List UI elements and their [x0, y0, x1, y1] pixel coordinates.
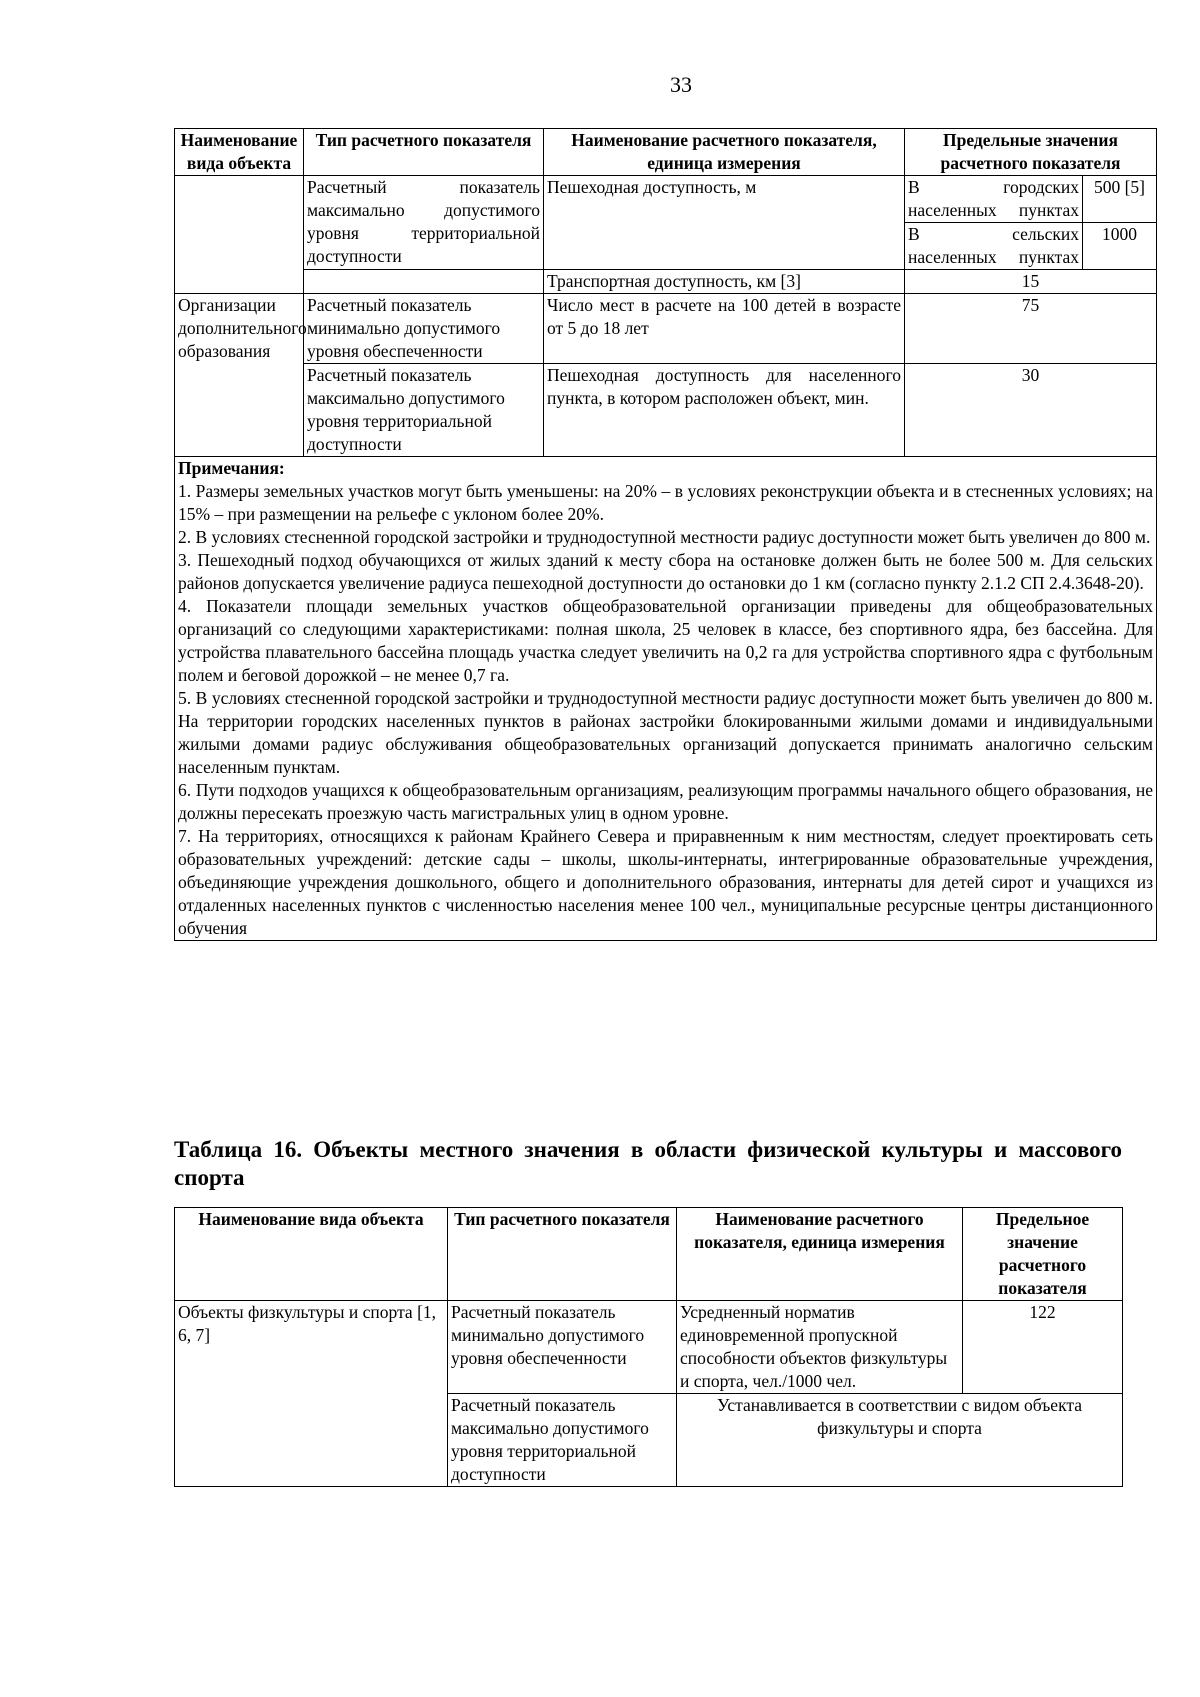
- table16-title: Таблица 16. Объекты местного значения в области физической культуры и массового спорта: [174, 1137, 1122, 1190]
- note-item: 6. Пути подходов учащихся к общеобразовательным организациям, реализующим программы начального общего образования, не должны пересекать проезжую часть магистральных улиц в одном уровне.: [178, 780, 1154, 823]
- note-item: 2. В условиях стесненной городской застройки и труднодоступной местности радиус доступности может быть увеличен до 800 м.: [178, 527, 1151, 547]
- cell-object-name: Организации дополнительного образования: [175, 294, 304, 457]
- notes-title: Примечания:: [178, 458, 285, 478]
- cell-indicator-name: Устанавливается в соответствии с видом объекта физкультуры и спорта: [677, 1394, 1123, 1487]
- header-limit-value: Предельное значение расчетного показателя: [963, 1208, 1123, 1301]
- table-row: [175, 176, 1157, 223]
- cell-indicator-name: Пешеходная доступность для населенного пункта, в котором расположен объект, мин.: [544, 364, 905, 457]
- table-education-indicators: [174, 128, 1157, 941]
- cell-indicator-type: Расчетный показатель максимально допустимого уровня территориальной доступности: [304, 176, 544, 270]
- cell-indicator-name: Число мест в расчете на 100 детей в возрасте от 5 до 18 лет: [544, 294, 905, 364]
- table-row: [175, 270, 1157, 294]
- cell-rural-value: 1000: [1083, 223, 1157, 270]
- table-row: [175, 1301, 1123, 1394]
- header-limit-values: Предельные значения расчетного показателя: [905, 129, 1157, 176]
- table-header-row: [175, 129, 1157, 176]
- cell-indicator-type: Расчетный показатель минимально допустимого уровня обеспеченности: [304, 294, 544, 364]
- header-object-name: Наименование вида объекта: [175, 129, 304, 176]
- header-indicator-name: Наименование расчетного показателя, единица измерения: [544, 129, 905, 176]
- cell-limit-value: 75: [905, 294, 1157, 364]
- cell-indicator-name: Пешеходная доступность, м: [544, 176, 905, 270]
- table-header-row: [175, 1208, 1123, 1301]
- header-object-name: Наименование вида объекта: [175, 1208, 448, 1301]
- note-item: 3. Пешеходный подход обучающихся от жилых зданий к месту сбора на остановке должен быть не более 500 м. Для сельских районов допускается увеличение радиуса пешеходной доступности до остановки до 1 км (согласно пункту 2.1.2 СП 2.4.3648-20).: [178, 550, 1154, 593]
- header-indicator-type: Тип расчетного показателя: [448, 1208, 677, 1301]
- cell-limit-value: 30: [905, 364, 1157, 457]
- cell-indicator-type: Расчетный показатель максимально допустимого уровня территориальной доступности: [448, 1394, 677, 1487]
- empty-cell: [175, 176, 304, 294]
- cell-urban-label: В городских населенных пунктах: [905, 176, 1083, 223]
- cell-rural-label: В сельских населенных пунктах: [905, 223, 1083, 270]
- note-item: 4. Показатели площади земельных участков общеобразовательной организации приведены для общеобразовательных организаций со следующими характеристиками: полная школа, 25 человек в классе, без спортивного ядра, без бассейна. Для устройства плавательного бассейна площадь участка следует увеличить на 0,2 га для устройства спортивного ядра с футбольным полем и беговой дорожкой – не менее 0,7 га.: [178, 596, 1154, 685]
- header-indicator-type: Тип расчетного показателя: [304, 129, 544, 176]
- notes-cell: [175, 457, 1157, 941]
- cell-indicator-name: Усредненный норматив единовременной пропускной способности объектов физкультуры и спорта, чел./1000 чел.: [677, 1301, 963, 1394]
- cell-object-name: Объекты физкультуры и спорта [1, 6, 7]: [175, 1301, 448, 1487]
- note-item: 1. Размеры земельных участков могут быть уменьшены: на 20% – в условиях реконструкции объекта и в стесненных условиях; на 15% – при размещении на рельефе с уклоном более 20%.: [178, 481, 1154, 524]
- cell-indicator-name: Транспортная доступность, км [3]: [544, 270, 905, 294]
- table-row: [175, 364, 1157, 457]
- cell-limit-value: 15: [905, 270, 1157, 294]
- header-indicator-name: Наименование расчетного показателя, единица измерения: [677, 1208, 963, 1301]
- table-row: [175, 294, 1157, 364]
- cell-urban-value: 500 [5]: [1083, 176, 1157, 223]
- cell-limit-value: 122: [963, 1301, 1123, 1394]
- cell-indicator-type: Расчетный показатель максимально допустимого уровня территориальной доступности: [304, 364, 544, 457]
- page-number: 33: [670, 72, 692, 97]
- cell-indicator-type: Расчетный показатель минимально допустимого уровня обеспеченности: [448, 1301, 677, 1394]
- note-item: 7. На территориях, относящихся к районам Крайнего Севера и приравненным к ним местностям, следует проектировать сеть образовательных учреждений: детские сады – школы, школы-интернаты, интегрированные образовательные учреждения, объединяющие учреждения дошкольного, общего и дополнительного образования, интернаты для детей сирот и учащихся из отдаленных населенных пунктов с численностью населения менее 100 чел., муниципальные ресурсные центры дистанционного обучения: [178, 826, 1154, 938]
- note-item: 5. В условиях стесненной городской застройки и труднодоступной местности радиус доступности может быть увеличен до 800 м. На территории городских населенных пунктов в районах застройки блокированными жилыми домами и индивидуальными жилыми домами радиус обслуживания общеобразовательных организаций допускается принимать аналогично сельским населенным пунктам.: [178, 688, 1154, 777]
- empty-cell: [304, 270, 544, 294]
- table-sport-indicators: [174, 1207, 1123, 1487]
- notes-row: [175, 457, 1157, 941]
